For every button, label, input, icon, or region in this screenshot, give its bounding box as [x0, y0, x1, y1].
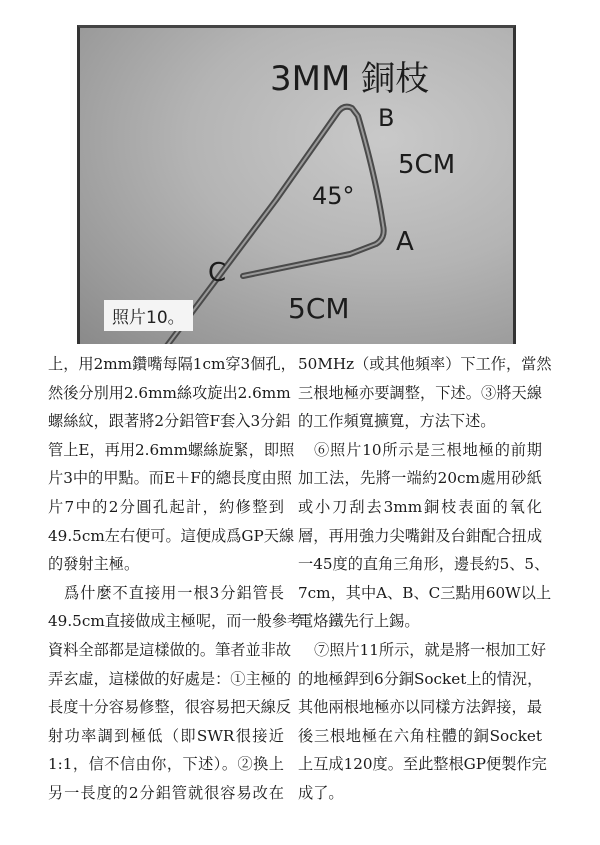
text-line: 管上E，再用2.6mm螺絲旋緊，即照 — [48, 440, 295, 459]
text-line: 三根地極亦要調整，下述。③將天線 — [298, 383, 542, 402]
text-line: 電烙鐵先行上錫。 — [298, 612, 420, 631]
text-line: 50MHz（或其他頻率）下工作，當然 — [298, 355, 552, 373]
text-line: 一45度的直角三角形，邊長約5、5、 — [298, 555, 550, 574]
title-label: 3MM 銅枝 — [270, 59, 430, 99]
copper-wire-triangle-illustration — [80, 28, 516, 344]
angle-label: 45° — [312, 182, 355, 210]
text-line: 螺絲紋，跟著將2分鋁管F套入3分鋁 — [48, 412, 291, 431]
text-line: 49.5cm左右便可。這便成爲GP天線 — [48, 526, 295, 545]
text-line: 資料全部都是這樣做的。筆者並非故 — [48, 640, 291, 659]
photo-caption: 照片10。 — [104, 300, 193, 331]
left-text-column — [48, 350, 303, 808]
text-line: 射功率調到極低（即SWR很接近 — [48, 726, 284, 745]
text-line: 49.5cm直接做成主極呢，而一般參考 — [48, 612, 303, 631]
point-b-label: B — [378, 104, 395, 132]
text-line: 加工法，先將一端約20cm處用砂紙 — [298, 469, 542, 488]
text-line: 的地極銲到6分銅Socket上的情況， — [298, 669, 543, 688]
text-line: 的發射主極。 — [48, 555, 140, 574]
text-line: 弄玄虛，這樣做的好處是：①主極的 — [48, 669, 291, 688]
text-line: 上，用2mm鑽嘴每隔1cm穿3個孔， — [48, 355, 296, 373]
text-line: 然後分別用2.6mm絲攻旋出2.6mm — [48, 383, 291, 402]
text-line: 片7中的2分圓孔起計，約修整到 — [48, 497, 284, 516]
text-line: 長度十分容易修整，很容易把天線反 — [48, 698, 291, 717]
side-ac-label: 5CM — [288, 292, 350, 325]
text-line: 或小刀刮去3mm銅枝表面的氧化 — [298, 497, 542, 516]
side-ab-label: 5CM — [398, 150, 456, 180]
point-a-label: A — [396, 227, 414, 257]
photo-10 — [77, 25, 516, 344]
text-line: ⑥照片10所示是三根地極的前期 — [314, 440, 542, 459]
text-line: 爲什麼不直接用一根3分鋁管長 — [64, 583, 284, 602]
text-line: 後三根地極在六角柱體的銅Socket — [298, 726, 542, 745]
text-line: 其他兩根地極亦以同樣方法銲接，最 — [298, 698, 542, 717]
text-line: 上互成120度。至此整根GP便製作完 — [298, 755, 547, 774]
text-line: 的工作頻寬擴寬，方法下述。 — [298, 412, 496, 431]
text-line: 層，再用強力尖嘴鉗及台鉗配合扭成 — [298, 526, 542, 545]
text-line: 成了。 — [298, 783, 344, 802]
text-line: 片3中的甲點。而E＋F的總長度由照 — [48, 469, 292, 488]
right-text-column — [298, 350, 552, 808]
text-line: 另一長度的2分鋁管就很容易改在 — [48, 783, 284, 802]
point-c-label: C — [208, 258, 227, 288]
text-line: 7cm，其中A、B、C三點用60W以上 — [298, 583, 552, 602]
text-line: ⑦照片11所示，就是將一根加工好 — [314, 640, 546, 659]
text-line: 1:1，信不信由你，下述）。②換上 — [48, 755, 284, 774]
